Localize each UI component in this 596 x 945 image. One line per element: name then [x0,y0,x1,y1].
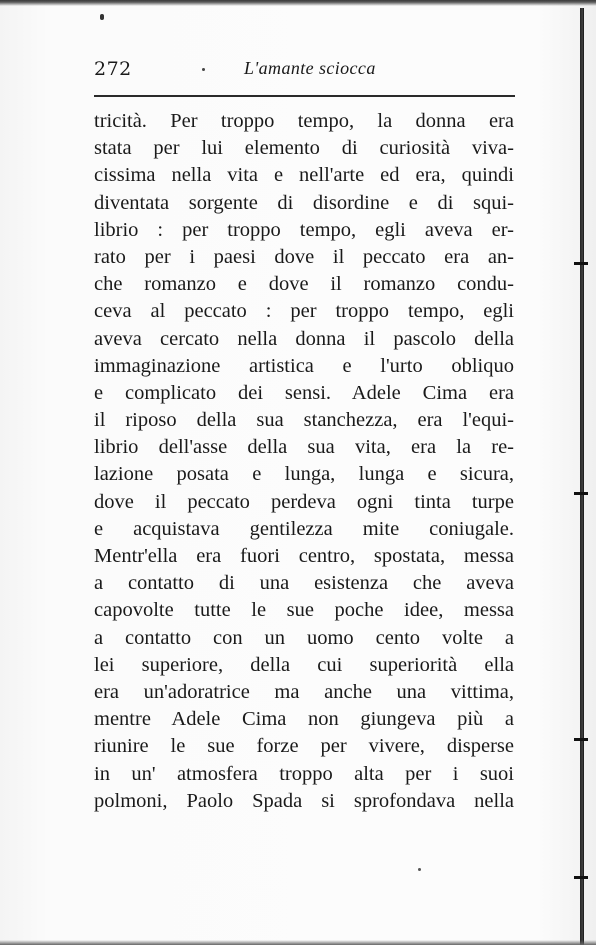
text-line: era un'adoratrice ma anche una vittima, [94,680,514,703]
text-line: lei superiore, della cui superiorità ella [94,653,514,676]
text-line: e complicato dei sensi. Adele Cima era [94,381,514,404]
text-line: e acquistava gentilezza mite coniugale. [94,517,514,540]
body-text [94,108,514,815]
text-line: che romanzo e dove il romanzo condu- [94,273,514,296]
text-line: riunire le sue forze per vivere, disperse [94,735,514,758]
text-line: lazione posata e lunga, lunga e sicura, [94,463,514,486]
text-line: aveva cercato nella donna il pascolo della [94,327,514,350]
page-header [94,58,514,86]
text-line: il riposo della sua stanchezza, era l'equi- [94,409,514,432]
text-line: cissima nella vita e nell'arte ed era, quindi [94,164,514,187]
text-line: librio dell'asse della sua vita, era la re- [94,436,514,459]
text-line: rato per i paesi dove il peccato era an- [94,245,514,268]
text-line: librio : per troppo tempo, egli aveva er- [94,218,514,241]
page-number: 272 [94,58,132,80]
text-line: stata per lui elemento di curiosità viva- [94,137,514,160]
text-line: immaginazione artistica e l'urto obliquo [94,354,514,377]
text-line: diventata sorgente di disordine e di squi- [94,191,514,214]
header-rule [94,95,515,97]
text-line: a contatto di una esistenza che aveva [94,572,514,595]
text-line: tricità. Per troppo tempo, la donna era [94,110,514,132]
text-line: polmoni, Paolo Spada si sprofondava nella [94,789,514,812]
page-bottom-edge [0,940,596,945]
text-line: Mentr'ella era fuori centro, spostata, messa [94,545,514,567]
text-line: dove il peccato perdeva ogni tinta turpe [94,490,514,513]
page-top-edge [0,0,596,6]
text-line: a contatto con un uomo cento volte a [94,626,514,649]
spine-tick [574,876,588,879]
spine-line [580,8,584,945]
running-head: L'amante sciocca [244,58,376,78]
text-line: in un' atmosfera troppo alta per i suoi [94,762,514,785]
page-spine-edge [574,0,596,945]
spine-tick [574,492,588,495]
ink-speck [100,14,104,20]
spine-tick [574,738,588,741]
text-line: ceva al peccato : per troppo tempo, egli [94,300,514,323]
text-line: mentre Adele Cima non giungeva più a [94,708,514,731]
text-line: capovolte tutte le sue poche idee, messa [94,599,514,622]
header-dot [202,68,205,71]
ink-speck [418,868,421,871]
spine-tick [574,262,588,265]
